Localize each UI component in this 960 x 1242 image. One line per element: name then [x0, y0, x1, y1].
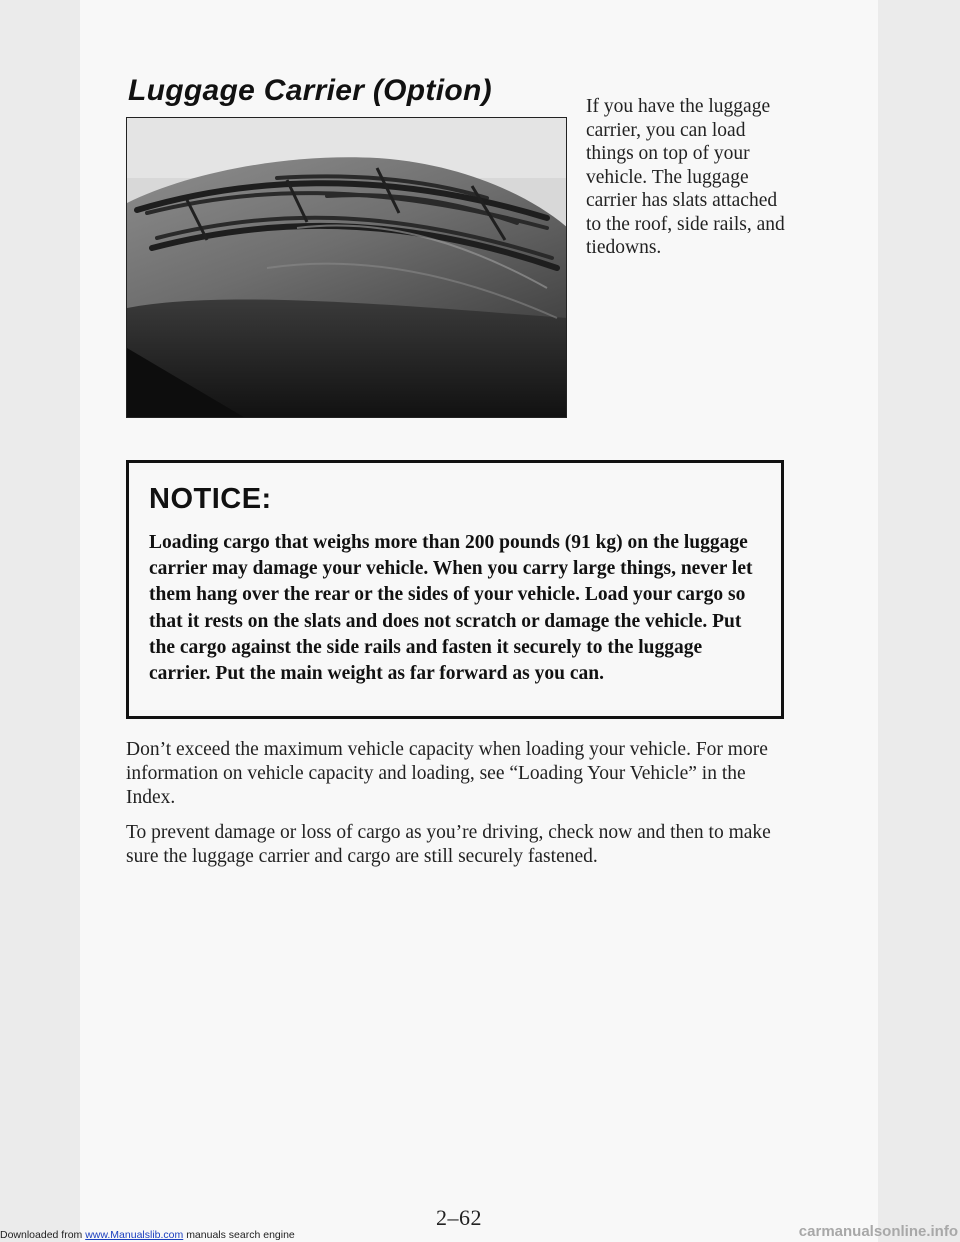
footer-suffix: manuals search engine	[186, 1229, 295, 1241]
intro-text: If you have the luggage carrier, you can load things on top of your vehicle. The luggage carrier has slats attached to the roof, side rails, and tiedowns.	[586, 96, 785, 258]
luggage-carrier-photo	[126, 117, 567, 418]
notice-heading: NOTICE:	[149, 483, 272, 515]
page-title: Luggage Carrier (Option)	[128, 74, 492, 107]
watermark-text: carmanualsonline.info	[798, 1223, 958, 1240]
notice-box	[126, 460, 784, 719]
footer-prefix: Downloaded from	[0, 1229, 83, 1241]
manualslib-link[interactable]: www.Manualslib.com	[85, 1229, 184, 1241]
paragraph-capacity: Don’t exceed the maximum vehicle capacity when loading your vehicle. For more information on vehicle capacity and loading, see “Loading Your Vehicle” in the Index.	[126, 739, 768, 808]
download-footer	[0, 1228, 295, 1242]
page-number: 2–62	[436, 1205, 482, 1230]
notice-body: Loading cargo that weighs more than 200 pounds (91 kg) on the luggage carrier may damage your vehicle. When you carry large things, never let them hang over the rear or the sides of your vehicle. Load your cargo so that it rests on the slats and does not scratch or damage the vehicle. Put the cargo against the side rails and fasten it securely to the luggage carrier. Put the main weight as far forward as you can.	[149, 532, 753, 685]
paragraph-securing: To prevent damage or loss of cargo as you’re driving, check now and then to make sure the luggage carrier and cargo are still securely fastened.	[126, 822, 771, 867]
